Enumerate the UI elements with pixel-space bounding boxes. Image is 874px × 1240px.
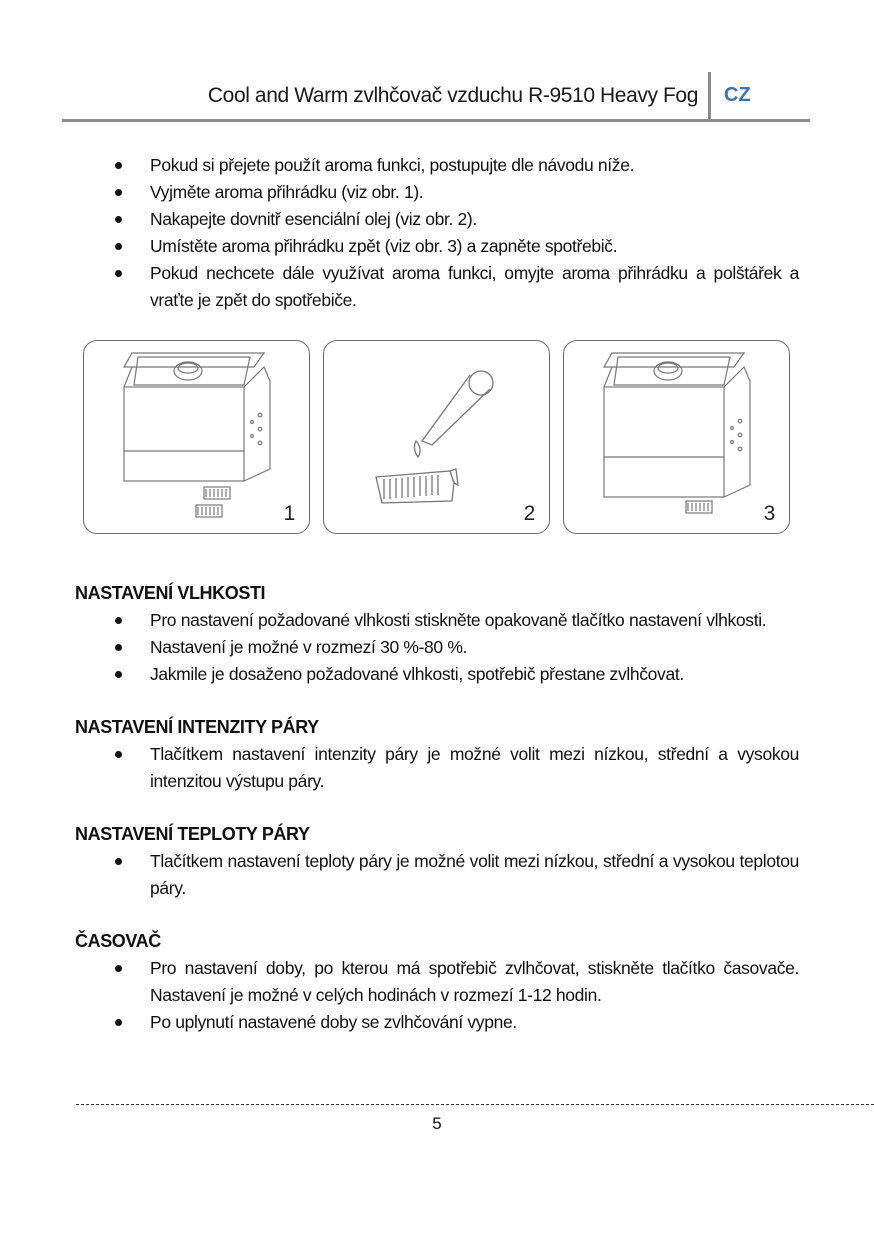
- figure-number: 3: [763, 502, 775, 525]
- figure-3: [563, 340, 790, 534]
- list-item: Nakapejte dovnitř esenciální olej (viz obr. 2).: [75, 206, 799, 233]
- figure-2: [323, 340, 550, 534]
- page-number: 5: [432, 1114, 442, 1133]
- humidifier-drawer-in-illustration: [564, 341, 789, 533]
- list-item: Tlačítkem nastavení intenzity páry je možné volit mezi nízkou, střední a vysokou intenzitou výstupu páry.: [75, 741, 799, 795]
- figure-1: [83, 340, 310, 534]
- list-item: Pro nastavení doby, po kterou má spotřebič zvlhčovat, stiskněte tlačítko časovače. Nastavení je možné v celých hodinách v rozmezí 1-12 hodin.: [75, 955, 799, 1009]
- list-item: Jakmile je dosaženo požadované vlhkosti, spotřebič přestane zvlhčovat.: [75, 661, 799, 688]
- section-timer: [75, 928, 799, 1036]
- humidifier-drawer-out-illustration: [84, 341, 309, 533]
- list-item: Vyjměte aroma přihrádku (viz obr. 1).: [75, 179, 799, 206]
- figure-row: [75, 340, 799, 536]
- list-item: Pokud nechcete dále využívat aroma funkci, omyjte aroma přihrádku a polštářek a vraťte je zpět do spotřebiče.: [75, 260, 799, 314]
- section-heading: ČASOVAČ: [75, 931, 161, 951]
- section-list: [75, 848, 799, 902]
- section-humidity: [75, 580, 799, 688]
- figure-number: 2: [523, 502, 535, 525]
- page-header: [62, 72, 810, 124]
- list-item: Pro nastavení požadované vlhkosti stiskněte opakovaně tlačítko nastavení vlhkosti.: [75, 607, 799, 634]
- language-code: CZ: [724, 84, 751, 106]
- list-item: Umístěte aroma přihrádku zpět (viz obr. 3) a zapněte spotřebič.: [75, 233, 799, 260]
- section-heading: NASTAVENÍ TEPLOTY PÁRY: [75, 824, 310, 844]
- header-rule: [62, 119, 810, 122]
- list-item: Po uplynutí nastavené doby se zvlhčování vypne.: [75, 1009, 799, 1036]
- section-list: [75, 955, 799, 1036]
- list-item: Nastavení je možné v rozmezí 30 %-80 %.: [75, 634, 799, 661]
- intro-list: [75, 152, 799, 314]
- list-item: Tlačítkem nastavení teploty páry je možné volit mezi nízkou, střední a vysokou teplotou páry.: [75, 848, 799, 902]
- section-list: [75, 607, 799, 688]
- oil-dropper-illustration: [324, 341, 549, 533]
- figure-number: 1: [283, 502, 295, 525]
- footer-divider: [76, 1104, 874, 1105]
- section-heading: NASTAVENÍ VLHKOSTI: [75, 583, 266, 603]
- header-separator: [708, 72, 711, 120]
- section-heading: NASTAVENÍ INTENZITY PÁRY: [75, 717, 319, 737]
- list-item: Pokud si přejete použít aroma funkci, postupujte dle návodu níže.: [75, 152, 799, 179]
- section-list: [75, 741, 799, 795]
- section-steam-intensity: [75, 714, 799, 795]
- page-content: [75, 152, 799, 1036]
- document-title: Cool and Warm zvlhčovač vzduchu R-9510 Heavy Fog: [207, 84, 698, 107]
- section-steam-temperature: [75, 821, 799, 902]
